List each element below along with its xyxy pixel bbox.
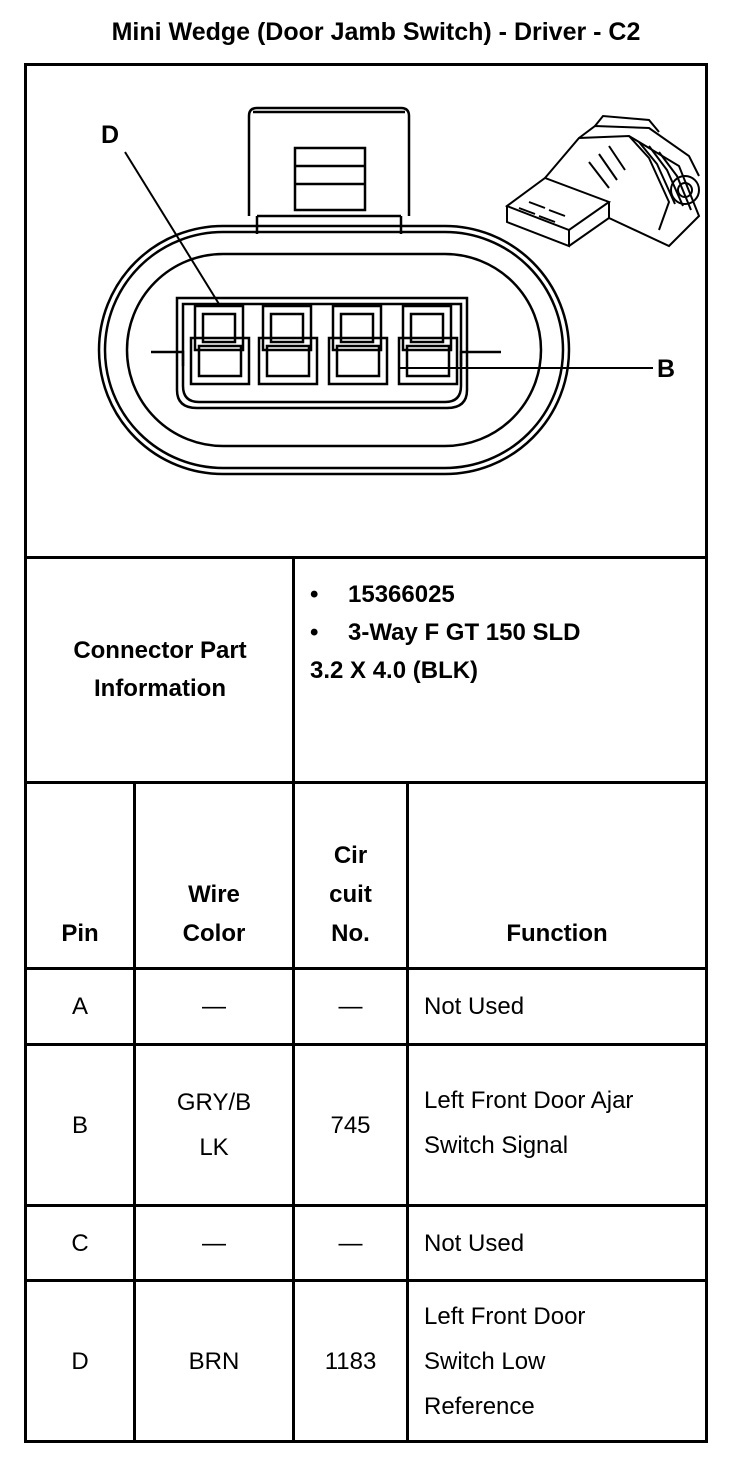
row-d-circuit: 1183 — [324, 1347, 377, 1375]
row-b-circuit: 745 — [330, 1111, 371, 1139]
row-c-circuit: — — [338, 1229, 363, 1257]
row-c-function: Not Used — [424, 1229, 525, 1257]
header-circuit: Cir cuit No. — [329, 842, 372, 947]
header-wire-color: Wire Color — [182, 881, 246, 947]
row-c-pin: C — [71, 1229, 89, 1257]
row-c-wire-color: — — [202, 1229, 226, 1257]
row-d-function: Left Front Door Switch Low Reference — [424, 1303, 586, 1420]
header-function: Function — [506, 920, 608, 947]
part-number-item — [310, 576, 700, 614]
row-a-wire-color: — — [202, 993, 226, 1020]
bullet-icon: • — [310, 619, 319, 646]
row-b-wire-color: GRY/B LK — [176, 1089, 252, 1161]
row-d-pin: D — [71, 1347, 89, 1375]
connector-lock-tab — [249, 108, 409, 234]
row-a-pin: A — [71, 993, 88, 1020]
pin-cavities-bottom — [191, 338, 457, 384]
row-a-circuit: — — [338, 993, 363, 1020]
pin-cavities-top — [195, 306, 451, 350]
description-item — [310, 614, 700, 652]
info-label-line1: Connector Part — [73, 637, 247, 664]
callout-d-label: D — [101, 121, 120, 149]
connector-info-list — [310, 576, 700, 690]
row-b-pin: B — [71, 1111, 88, 1139]
row-b-function: Left Front Door Ajar Switch Signal — [424, 1087, 634, 1159]
bullet-icon: • — [310, 581, 319, 608]
divider-info — [24, 781, 708, 784]
connector-iso-view — [507, 116, 699, 246]
connector-diagram — [27, 66, 705, 556]
row-d-wire-color: BRN — [188, 1347, 240, 1375]
header-pin: Pin — [61, 920, 99, 947]
page-title: Mini Wedge (Door Jamb Switch) - Driver - C2 — [111, 18, 641, 46]
callout-b-label: B — [657, 355, 676, 383]
divider-col-circuit — [406, 781, 409, 1443]
row-a-function: Not Used — [424, 993, 525, 1020]
description-line2: 3.2 X 4.0 (BLK) — [310, 657, 479, 684]
connector-info-label — [27, 559, 293, 781]
info-label-line2: Information — [93, 675, 226, 702]
part-number: 15366025 — [348, 581, 455, 608]
description-line1: 3-Way F GT 150 SLD — [348, 619, 581, 646]
